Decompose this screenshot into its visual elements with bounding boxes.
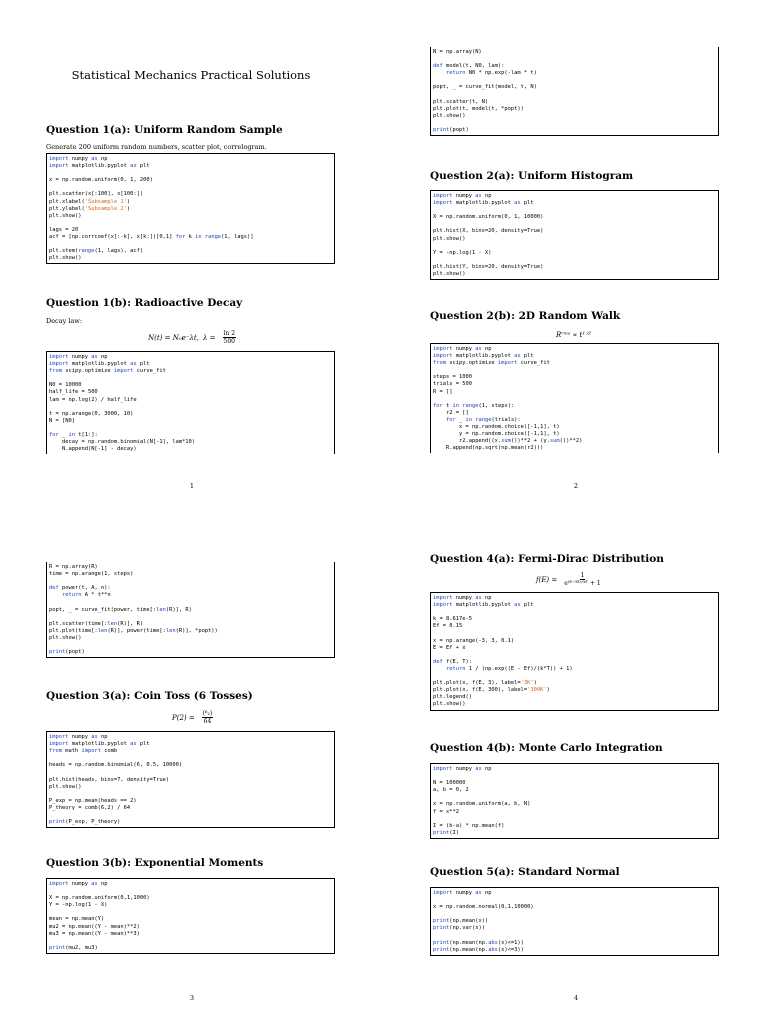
page-number: 3	[189, 994, 195, 1002]
code-line: def model(t, N0, lam):	[433, 63, 505, 70]
code-line: plt.hist(X, bins=20, density=True)	[433, 228, 544, 235]
code-line: import numpy as np	[49, 156, 108, 162]
code-line	[433, 120, 716, 127]
section-heading: Question 2(b): 2D Random Walk	[430, 310, 621, 322]
code-line: plt.scatter(time[:len(R)], R)	[49, 620, 144, 627]
code-line: a, b = 0, 2	[433, 787, 469, 794]
code-line: import matplotlib.pyplot as plt	[433, 602, 534, 609]
code-line: half_life = 500	[49, 389, 98, 396]
code-line: plt.plot(x, f(E, 3), label='3K')	[433, 680, 537, 687]
code-line: N.append(N[-1] - decay)	[49, 446, 137, 453]
section-heading: Question 3(a): Coin Toss (6 Tosses)	[46, 690, 253, 702]
code-line	[49, 375, 332, 382]
code-line: time = np.arange(1, steps)	[49, 571, 134, 578]
code-line: P_exp = np.mean(heads == 2)	[49, 797, 137, 804]
code-line: X = np.random.uniform(0,1,1000)	[49, 895, 150, 902]
code-line: print(P_exp, P_theory)	[49, 819, 121, 826]
code-line	[49, 642, 332, 649]
code-line: mu3 = np.mean((Y - mean)**3)	[49, 930, 140, 937]
code-listing	[46, 153, 335, 264]
code-line: import numpy as np	[433, 193, 492, 199]
code-line	[49, 220, 332, 227]
code-line: acf = [np.corrcoef(x[:-k], x[k:])[0,1] for k in range(1, lags)]	[49, 234, 254, 241]
code-line: r2 = []	[433, 409, 469, 416]
code-line: import matplotlib.pyplot as plt	[49, 163, 150, 170]
code-line	[433, 221, 716, 228]
code-listing	[46, 562, 335, 658]
section-heading: Question 1(a): Uniform Random Sample	[46, 124, 283, 136]
code-line	[433, 911, 716, 918]
code-line: import matplotlib.pyplot as plt	[433, 353, 534, 360]
code-line: lags = 20	[49, 226, 79, 233]
equation-fraction	[564, 572, 600, 587]
code-line: from scipy.optimize import curve_fit	[433, 360, 550, 367]
code-line	[433, 773, 716, 780]
code-line	[433, 652, 716, 659]
code-line: k = 8.617e-5	[433, 616, 472, 623]
code-line: popt, _ = curve_fit(model, t, N)	[433, 84, 537, 91]
code-line: plt.plot(t, model(t, *popt))	[433, 105, 524, 112]
page-4	[384, 512, 768, 1024]
code-line	[433, 367, 716, 374]
code-line: plt.stem(range(1, lags), acf)	[49, 248, 144, 255]
code-line	[49, 938, 332, 945]
code-listing	[430, 190, 719, 280]
code-line: R = np.array(R)	[49, 564, 98, 570]
equation	[536, 572, 601, 587]
code-line: x = np.random.uniform(a, b, N)	[433, 801, 531, 808]
code-line	[433, 933, 716, 940]
code-line: plt.show()	[49, 212, 82, 219]
code-line: import matplotlib.pyplot as plt	[433, 200, 534, 207]
code-line	[433, 56, 716, 63]
code-line	[49, 909, 332, 916]
section-heading: Question 3(b): Exponential Moments	[46, 857, 264, 869]
code-line: print(mu2, mu3)	[49, 944, 98, 951]
code-line: mean = np.mean(Y)	[49, 916, 105, 923]
code-line: print(popt)	[433, 127, 469, 134]
code-line	[433, 92, 716, 99]
code-listing	[430, 47, 719, 136]
code-line: print(np.mean(np.abs(x)<=1))	[433, 939, 524, 946]
code-line	[49, 755, 332, 762]
equation	[556, 331, 595, 339]
section-heading: Question 5(a): Standard Normal	[430, 866, 620, 878]
code-listing	[430, 763, 719, 839]
fraction-denominator: 500	[223, 338, 235, 345]
code-line: from math import comb	[49, 748, 118, 755]
code-line: for _ in t[1:]:	[49, 432, 98, 439]
code-line: plt.show()	[49, 634, 82, 641]
code-line: def f(E, T):	[433, 658, 472, 665]
body-text: Generate 200 uniform random numbers, scatter plot, correlogram.	[46, 143, 267, 151]
code-line: R.append(np.sqrt(np.mean(r2)))	[433, 445, 544, 452]
code-line: plt.show()	[49, 783, 82, 790]
code-line: X = np.random.uniform(0, 1, 10000)	[433, 214, 544, 221]
code-line: def power(t, A, n):	[49, 585, 111, 592]
code-line: plt.hist(Y, bins=20, density=True)	[433, 263, 544, 270]
code-line: trials = 500	[433, 381, 472, 388]
section-heading: Question 2(a): Uniform Histogram	[430, 170, 634, 182]
page-2	[384, 0, 768, 512]
code-listing	[46, 878, 335, 954]
code-line: print(I)	[433, 829, 459, 836]
code-listing	[430, 343, 719, 453]
code-line: import numpy as np	[433, 766, 492, 772]
code-line	[433, 609, 716, 616]
code-line: return 1 / (np.exp((E - Ef)/(k*T)) + 1)	[445, 665, 573, 672]
code-line: decay = np.random.binomial(N[-1], lam*10)	[49, 439, 196, 446]
code-line: heads = np.random.binomial(6, 0.5, 10000)	[49, 762, 183, 769]
code-line: N0 = 10000	[49, 382, 82, 389]
code-line: x = np.random.uniform(0, 1, 200)	[49, 177, 153, 184]
code-line: from scipy.optimize import curve_fit	[49, 368, 166, 375]
code-line: f = x**2	[433, 808, 459, 815]
code-listing	[46, 351, 335, 454]
code-line: lam = np.log(2) / half_life	[49, 396, 137, 403]
code-line: print(popt)	[49, 649, 85, 656]
code-line: I = (b-a) * np.mean(f)	[433, 822, 505, 829]
code-line: popt, _ = curve_fit(power, time[:len(R)], R)	[49, 606, 192, 613]
equation-fraction	[223, 330, 237, 345]
equation-fraction	[202, 710, 214, 725]
code-line: plt.legend()	[433, 694, 472, 701]
code-line: x = np.arange(-3, 3, 0.1)	[433, 637, 515, 644]
code-line: for _ in range(trials):	[445, 416, 521, 423]
code-line: y = np.random.choice([-1,1], t)	[433, 431, 560, 438]
code-line	[49, 614, 332, 621]
code-line: return A * t**n	[61, 592, 111, 599]
code-line: N = [N0]	[49, 417, 75, 424]
code-line: print(np.mean(np.abs(x)<=3))	[433, 946, 524, 953]
code-line	[433, 207, 716, 214]
code-line: import numpy as np	[49, 354, 108, 360]
code-line: import matplotlib.pyplot as plt	[49, 741, 150, 748]
code-line: plt.xlabel('Subsample 1')	[49, 198, 131, 205]
fraction-numerator: (⁶₂)	[202, 710, 213, 717]
code-line: N = np.array(N)	[433, 49, 482, 55]
fraction-numerator: 1	[580, 572, 585, 579]
code-line: import numpy as np	[49, 881, 108, 887]
code-line: Y = -np.log(1 - X)	[49, 902, 108, 909]
code-line: plt.show()	[49, 255, 82, 262]
equation-part: λ =	[202, 333, 216, 342]
code-line	[433, 673, 716, 680]
code-line	[49, 812, 332, 819]
code-line: plt.scatter(x[:100], x[100:])	[49, 191, 144, 198]
code-line: plt.plot(time[:len(R)], power(time[:len(R)], *popt))	[49, 627, 218, 634]
code-line	[433, 816, 716, 823]
page-1	[0, 0, 384, 512]
code-line	[433, 794, 716, 801]
code-line: x = np.random.choice([-1,1], t)	[433, 424, 560, 431]
fraction-numerator: ln 2	[223, 330, 236, 337]
code-line: plt.scatter(t, N)	[433, 98, 489, 105]
code-line: t = np.arange(0, 3000, 10)	[49, 410, 134, 417]
code-line	[49, 769, 332, 776]
code-line: import matplotlib.pyplot as plt	[49, 361, 150, 368]
code-line: x = np.random.normal(0,1,10000)	[433, 904, 534, 911]
equation	[172, 710, 213, 725]
code-listing	[46, 731, 335, 828]
code-line: Ef = 0.15	[433, 623, 463, 630]
code-line	[433, 630, 716, 637]
code-line	[433, 77, 716, 84]
body-text: Decay law:	[46, 317, 83, 325]
code-line: E = Ef + x	[433, 644, 466, 651]
section-heading: Question 1(b): Radioactive Decay	[46, 297, 243, 309]
code-line: N = 100000	[433, 780, 466, 787]
code-line	[49, 241, 332, 248]
code-listing	[430, 592, 719, 711]
code-line	[49, 599, 332, 606]
page-number: 2	[573, 482, 579, 490]
code-line: import numpy as np	[433, 346, 492, 352]
code-line	[49, 578, 332, 585]
code-line: for t in range(1, steps):	[433, 402, 515, 409]
code-line	[49, 404, 332, 411]
code-line: plt.show()	[433, 235, 466, 242]
code-line: print(np.mean(x))	[433, 918, 489, 925]
code-line: plt.show()	[433, 271, 466, 278]
equation-part: f(E) =	[536, 575, 558, 584]
section-heading: Question 4(a): Fermi-Dirac Distribution	[430, 553, 664, 565]
page-3	[0, 512, 384, 1024]
code-line: plt.show()	[433, 701, 466, 708]
code-line: P_theory = comb(6,2) / 64	[49, 804, 131, 811]
code-line: steps = 1000	[433, 374, 472, 381]
code-line: mu2 = np.mean((Y - mean)**2)	[49, 923, 140, 930]
equation-part: N(t) = N₀e⁻λt,	[148, 333, 199, 342]
code-line: import numpy as np	[433, 890, 492, 896]
code-line: import numpy as np	[433, 595, 492, 601]
code-line	[433, 243, 716, 250]
code-line: return N0 * np.exp(-lam * t)	[445, 70, 537, 77]
code-line: R = []	[433, 388, 453, 395]
code-line: print(np.var(x))	[433, 925, 485, 932]
page-number: 1	[189, 482, 195, 490]
section-heading: Question 4(b): Monte Carlo Integration	[430, 742, 663, 754]
code-line	[433, 396, 716, 403]
code-line: plt.ylabel('Subsample 2')	[49, 205, 131, 212]
code-line: plt.hist(heads, bins=7, density=True)	[49, 776, 170, 783]
code-line: Y = -np.log(1 - X)	[433, 249, 492, 256]
code-line: r2.append((x.sum())**2 + (y.sum())**2)	[433, 438, 583, 445]
equation-part: Rʳᵐˢ ∝ t¹ᐟ²	[556, 331, 591, 339]
fraction-denominator: e⁽ᴱ⁻ᴱᶠ⁾ᐟᵏᵀ + 1	[564, 580, 601, 587]
code-line	[433, 257, 716, 264]
equation-part: P(2) =	[172, 713, 195, 722]
equation	[148, 330, 236, 345]
code-line	[49, 184, 332, 191]
code-line	[49, 170, 332, 177]
code-line	[433, 897, 716, 904]
document-title: Statistical Mechanics Practical Solutions	[71, 68, 311, 82]
code-line	[49, 791, 332, 798]
code-line	[49, 425, 332, 432]
fraction-denominator: 64	[203, 718, 212, 725]
code-line: plt.plot(x, f(E, 300), label='300K')	[433, 687, 550, 694]
code-listing	[430, 887, 719, 956]
code-line: import numpy as np	[49, 734, 108, 740]
code-line: plt.show()	[433, 112, 466, 119]
page-number: 4	[573, 994, 579, 1002]
code-line	[49, 888, 332, 895]
